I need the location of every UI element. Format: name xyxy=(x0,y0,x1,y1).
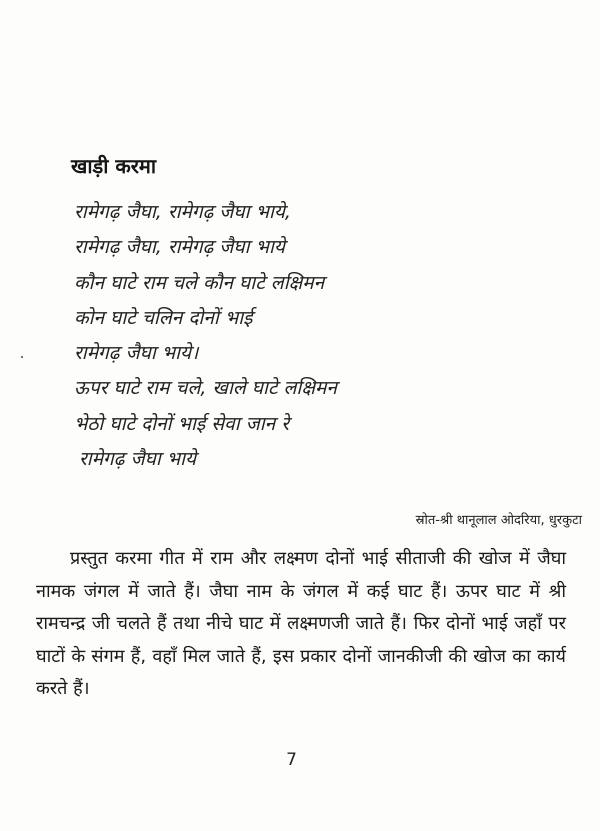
poem-line: रामेगढ़ जैघा, रामेगढ़ जैघा भाये xyxy=(74,236,285,259)
print-speck xyxy=(21,356,23,358)
song-title: खाड़ी करमा xyxy=(71,154,157,178)
poem-verses xyxy=(74,195,337,477)
poem-line: रामेगढ़ जैघा भाये। xyxy=(74,342,199,365)
poem-line: रामेगढ़ जैघा भाये xyxy=(79,448,197,471)
explanation-paragraph: प्रस्तुत करमा गीत में राम और लक्ष्मण दोनों भाई सीताजी की खोज में जैघा नामक जंगल में जाते हैं। जैघा नाम के जंगल में कई घाट हैं। ऊपर घाट में श्री रामचन्द्र जी चलते हैं तथा नीचे घाट में लक्ष्मणजी जाते हैं। फिर दोनों भाई जहाँ पर घाटों के संगम हैं, वहाँ मिल जाते हैं, इस प्रकार दोनों जानकीजी की खोज का कार्य करते हैं। xyxy=(36,548,566,699)
poem-line: रामेगढ़ जैघा, रामेगढ़ जैघा भाये, xyxy=(74,201,291,223)
poem-line: कौन घाटे राम चले कौन घाटे लक्षिमन xyxy=(74,271,325,294)
poem-line: भेठो घाटे दोनों भाई सेवा जान रे xyxy=(74,412,290,435)
poem-line: कोन घाटे चलिन दोनों भाई xyxy=(74,306,253,329)
page-number: 7 xyxy=(286,750,297,770)
source-attribution: स्रोत-श्री थानूलाल ओदरिया, धुरकुटा xyxy=(415,513,582,528)
poem-line: ऊपर घाटे राम चले, खाले घाटे लक्षिमन xyxy=(74,377,337,400)
